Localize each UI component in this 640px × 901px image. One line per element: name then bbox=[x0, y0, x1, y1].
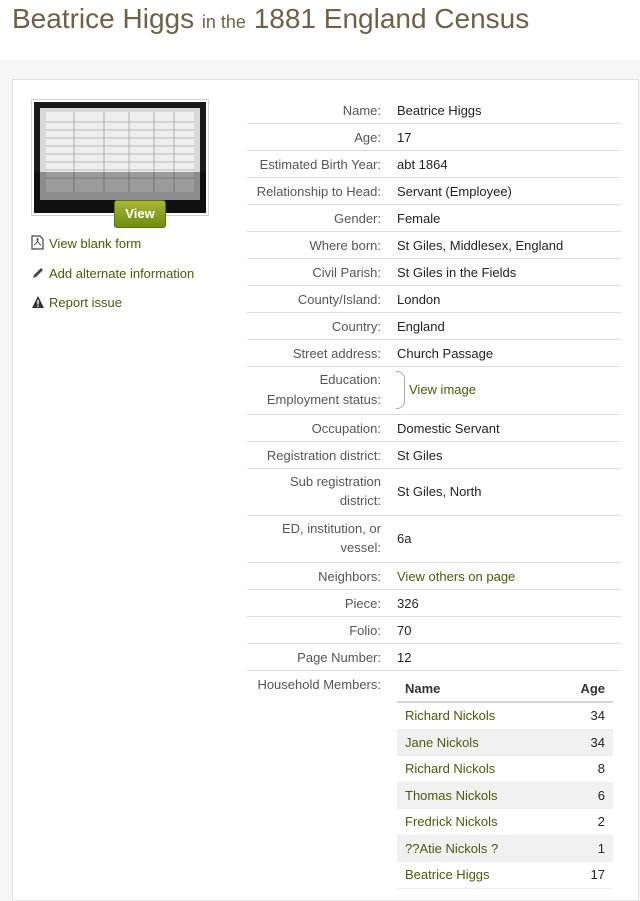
field-label: Registration district: bbox=[266, 448, 381, 463]
field-label: Relationship to Head: bbox=[256, 184, 381, 199]
member-age: 2 bbox=[597, 814, 605, 829]
member-age: 34 bbox=[590, 708, 605, 723]
column-header-name: Name bbox=[405, 681, 441, 696]
table-row bbox=[397, 730, 613, 757]
field-label: Estimated Birth Year: bbox=[259, 157, 381, 172]
field-occupation bbox=[247, 415, 621, 442]
title-connector: in the bbox=[201, 12, 246, 32]
field-label: Civil Parish: bbox=[312, 265, 381, 280]
field-piece bbox=[247, 590, 621, 617]
member-age: 8 bbox=[597, 761, 605, 776]
field-value: St Giles, North bbox=[397, 484, 482, 499]
member-name-link[interactable]: Fredrick Nickols bbox=[405, 814, 498, 829]
pencil-icon bbox=[31, 266, 45, 285]
title-collection: 1881 England Census bbox=[253, 3, 530, 34]
field-sub-registration-district bbox=[247, 469, 621, 516]
field-label: Household Members: bbox=[257, 677, 381, 692]
field-label: district: bbox=[339, 493, 381, 508]
field-label: County/Island: bbox=[297, 292, 381, 307]
table-row-current-person bbox=[397, 862, 613, 889]
field-civil-parish bbox=[247, 259, 621, 286]
field-value: Female bbox=[397, 211, 441, 226]
field-value: Church Passage bbox=[397, 346, 494, 361]
field-label: Name: bbox=[342, 103, 381, 118]
report-issue-label: Report issue bbox=[49, 295, 122, 310]
record-card bbox=[12, 79, 639, 901]
field-neighbors bbox=[247, 563, 621, 590]
member-name-link[interactable]: Richard Nickols bbox=[405, 708, 496, 723]
household-table-header bbox=[397, 675, 613, 703]
page-title bbox=[12, 1, 529, 40]
household-table bbox=[397, 675, 613, 889]
view-image-button[interactable]: View bbox=[114, 200, 166, 228]
view-blank-form-label: View blank form bbox=[49, 236, 142, 251]
table-row bbox=[397, 836, 613, 863]
field-name bbox=[247, 97, 621, 124]
field-value: 17 bbox=[397, 130, 412, 145]
field-gender bbox=[247, 205, 621, 232]
member-name-link[interactable]: ??Atie Nickols ? bbox=[405, 840, 499, 856]
field-value: St Giles, Middlesex, England bbox=[397, 238, 564, 253]
field-street-address bbox=[247, 340, 621, 367]
warning-icon bbox=[31, 295, 45, 314]
member-name-link[interactable]: Richard Nickols bbox=[405, 761, 496, 776]
table-row bbox=[397, 756, 613, 783]
census-page-image bbox=[34, 102, 206, 213]
brace-mark bbox=[396, 371, 405, 409]
field-label: Where born: bbox=[309, 238, 381, 253]
field-value: 326 bbox=[397, 596, 419, 611]
view-image-link[interactable]: View image bbox=[409, 382, 476, 397]
field-value: England bbox=[397, 319, 445, 334]
field-value: Domestic Servant bbox=[397, 421, 500, 436]
title-name: Beatrice Higgs bbox=[12, 3, 195, 34]
field-page-number bbox=[247, 644, 621, 671]
field-value: 12 bbox=[397, 650, 412, 665]
field-country bbox=[247, 313, 621, 340]
table-row bbox=[397, 703, 613, 730]
member-age: 6 bbox=[597, 787, 605, 803]
field-value: abt 1864 bbox=[397, 157, 448, 172]
column-header-age: Age bbox=[580, 681, 605, 696]
field-value: St Giles bbox=[397, 448, 443, 463]
field-label: Country: bbox=[331, 319, 381, 334]
pdf-icon bbox=[31, 235, 45, 255]
field-age bbox=[247, 124, 621, 151]
field-label: Employment status: bbox=[266, 392, 381, 407]
field-relationship bbox=[247, 178, 621, 205]
field-label: Street address: bbox=[292, 346, 381, 361]
member-age: 17 bbox=[590, 867, 605, 882]
table-row bbox=[397, 809, 613, 836]
field-label: ED, institution, or bbox=[282, 521, 381, 536]
field-label: Page Number: bbox=[297, 650, 381, 665]
field-value: Beatrice Higgs bbox=[397, 103, 482, 118]
view-others-link[interactable]: View others on page bbox=[397, 569, 516, 584]
field-label: Occupation: bbox=[311, 421, 381, 436]
add-alternate-info-label: Add alternate information bbox=[49, 266, 195, 281]
member-name-link[interactable]: Thomas Nickols bbox=[405, 787, 498, 803]
member-name-link[interactable]: Jane Nickols bbox=[405, 734, 479, 750]
field-registration-district bbox=[247, 442, 621, 469]
field-value: 70 bbox=[397, 623, 412, 638]
view-blank-form-link[interactable] bbox=[31, 235, 141, 255]
record-fields bbox=[247, 97, 621, 881]
table-row bbox=[397, 783, 613, 810]
census-image-thumbnail[interactable] bbox=[31, 99, 209, 221]
member-age: 34 bbox=[590, 734, 605, 750]
field-value: 6a bbox=[397, 531, 412, 546]
field-household-members bbox=[247, 671, 621, 881]
field-birth-year bbox=[247, 151, 621, 178]
field-label: Folio: bbox=[349, 623, 381, 638]
field-education-employment bbox=[247, 367, 621, 415]
field-value: St Giles in the Fields bbox=[397, 265, 517, 280]
field-label: Age: bbox=[354, 130, 381, 145]
member-age: 1 bbox=[597, 840, 605, 856]
field-ed-institution bbox=[247, 516, 621, 563]
report-issue-link[interactable] bbox=[31, 294, 122, 314]
field-label: Gender: bbox=[334, 211, 381, 226]
field-label: Sub registration bbox=[289, 474, 381, 489]
field-label: Piece: bbox=[344, 596, 381, 611]
member-name-link[interactable]: Beatrice Higgs bbox=[405, 867, 490, 882]
field-where-born bbox=[247, 232, 621, 259]
field-value: Servant (Employee) bbox=[397, 184, 512, 199]
field-label: Education: bbox=[319, 372, 381, 387]
field-county bbox=[247, 286, 621, 313]
field-label: Neighbors: bbox=[318, 569, 381, 584]
field-label: vessel: bbox=[340, 540, 381, 555]
title-bar bbox=[0, 0, 640, 60]
field-value: London bbox=[397, 292, 441, 307]
add-alternate-info-link[interactable] bbox=[31, 265, 194, 285]
field-folio bbox=[247, 617, 621, 644]
